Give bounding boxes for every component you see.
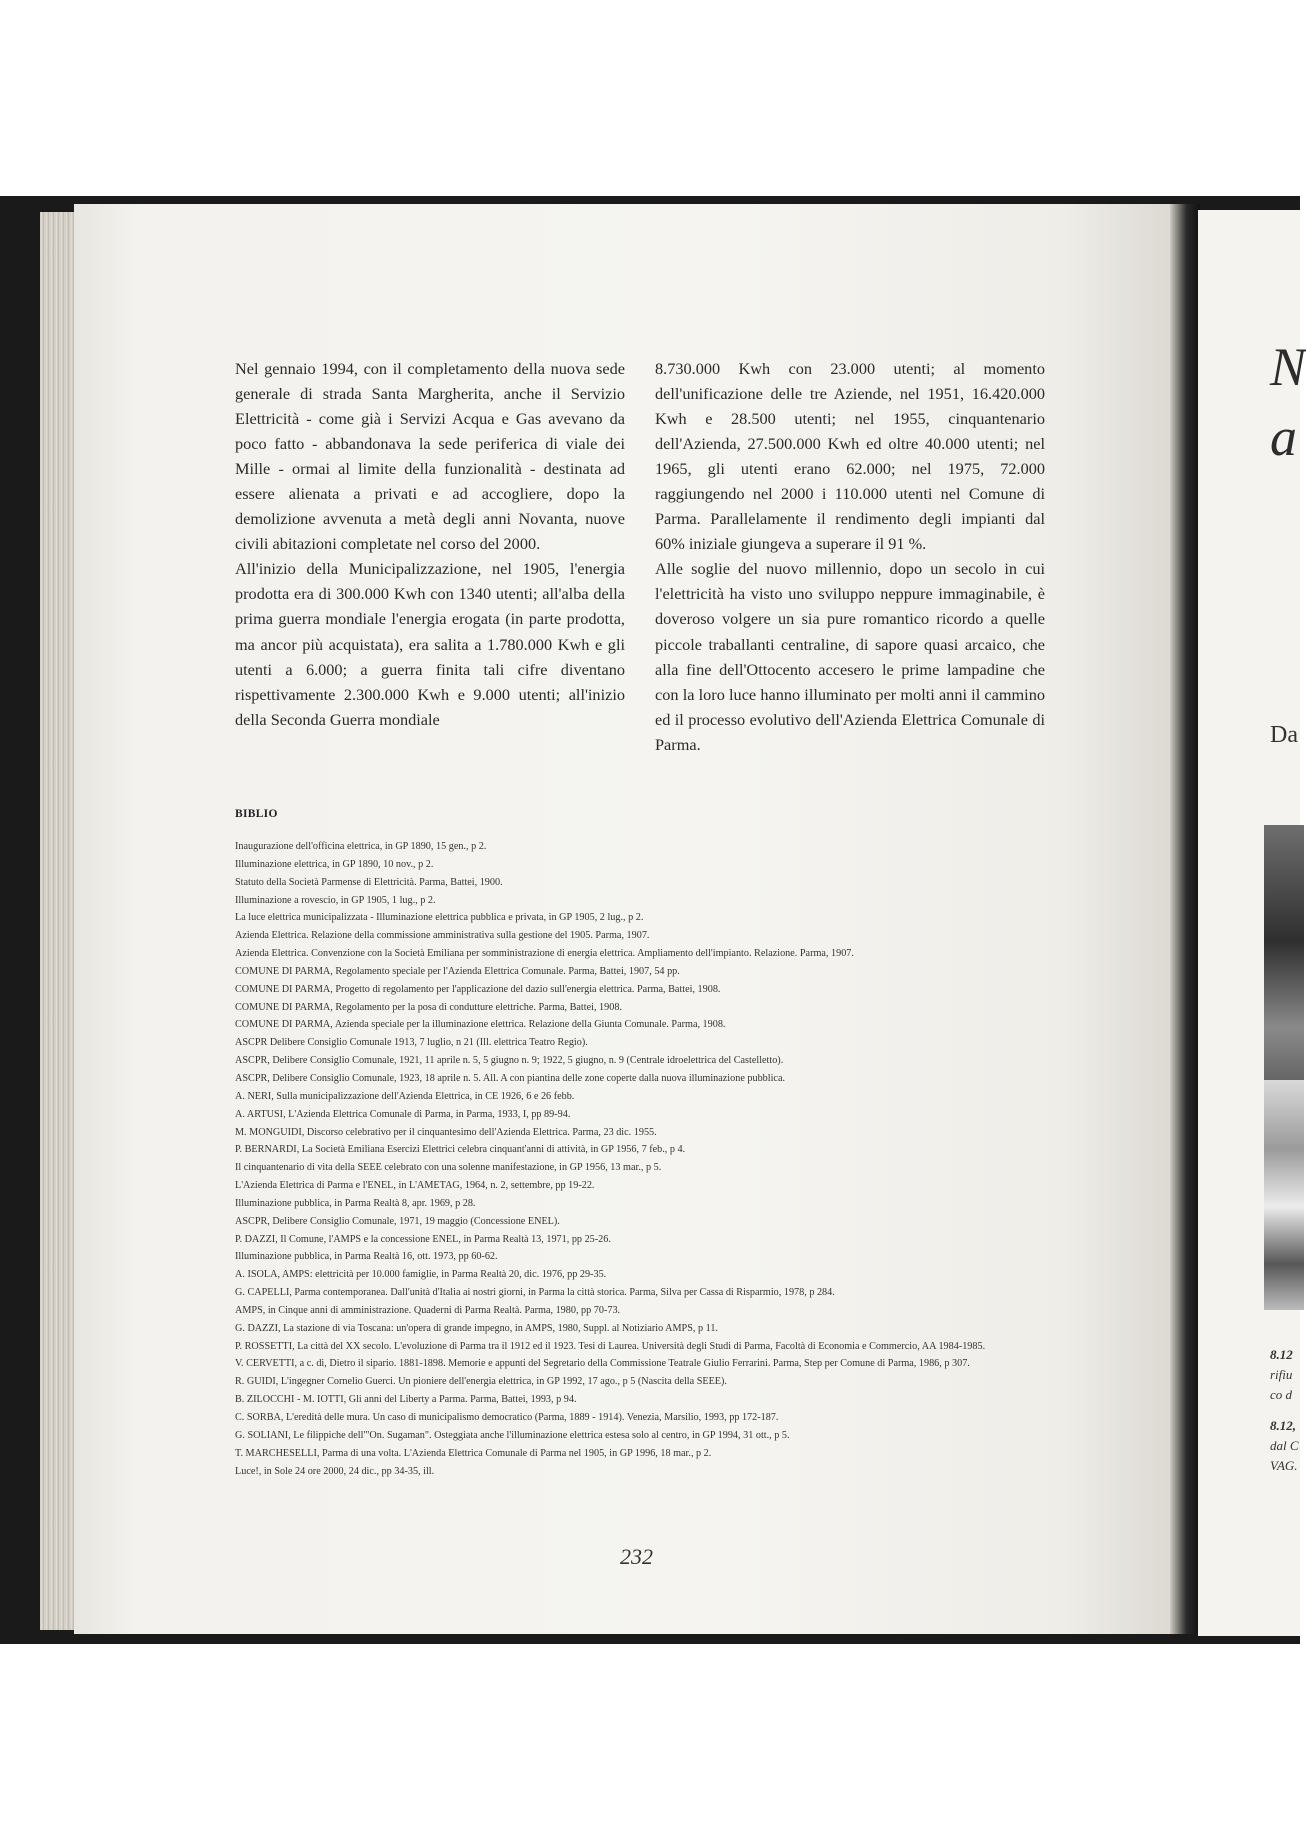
bibliography-entry: La luce elettrica municipalizzata - Illuminazione elettrica pubblica e privata, in GP 1905, 2 lug., p 2. (235, 912, 644, 924)
bibliography-entry: ASCPR, Delibere Consiglio Comunale, 1921, 11 aprile n. 5, 5 giugno n. 9; 1922, 5 giugno, n. 9 (Centrale idroelettrica del Castelletto). (235, 1055, 784, 1067)
bibliography-entry: G. SOLIANI, Le filippiche dell'"On. Sugaman". Osteggiata anche l'illuminazione elettrica estesa solo al centro, in GP 1994, 31 ott., p 5. (235, 1429, 790, 1441)
caption-1-number: 8.12 (1270, 1347, 1293, 1362)
bibliography-entry: P. DAZZI, Il Comune, l'AMPS e la concessione ENEL, in Parma Realtà 13, 1971, pp 25-26. (235, 1233, 611, 1245)
paragraph: Alle soglie del nuovo millennio, dopo un secolo in cui l'elettricità ha visto uno sviluppo neppure immaginabile, è doveroso volgere un sia pure romantico ricordo a quelle piccole traballanti centraline, di sapore quasi arcaico, che alla fine dell'Ottocento accesero le prime lampadine che con la loro luce hanno illuminato per molti anni il cammino ed il processo evolutivo dell'Azienda Elettrica Comunale di Parma. (655, 559, 1045, 754)
bibliography-entry: COMUNE DI PARMA, Progetto di regolamento per l'applicazione del dazio sull'energia elettrica. Parma, Battei, 1908. (235, 983, 721, 995)
bibliography-entry: Illuminazione pubblica, in Parma Realtà 8, apr. 1969, p 28. (235, 1197, 476, 1209)
caption-2-number: 8.12, (1270, 1418, 1296, 1433)
right-page-heading-letter-2: a (1270, 407, 1297, 467)
right-page-subheading: Da (1270, 722, 1298, 748)
right-page-caption-1 (1270, 1345, 1293, 1405)
paragraph: 8.730.000 Kwh con 23.000 utenti; al momento dell'unificazione delle tre Aziende, nel 1951, 16.420.000 Kwh e 28.500 utenti; nel 1955, cinquantenario dell'Azienda, 27.500.000 Kwh ed oltre 40.000 utenti; nel 1965, gli utenti erano 62.000; nel 1975, 72.000 raggiungendo nel 2000 i 110.000 utenti nel Comune di Parma. Parallelamente il rendimento degli impianti dal 60% iniziale giungeva a superare il 91 %. (655, 359, 1045, 554)
bibliography-entry: G. CAPELLI, Parma contemporanea. Dall'unità d'Italia ai nostri giorni, in Parma la città storica. Parma, Silva per Cassa di Risparmio, 1978, p 284. (235, 1287, 835, 1299)
bibliography-entry: COMUNE DI PARMA, Regolamento speciale per l'Azienda Elettrica Comunale. Parma, Battei, 1907, 54 pp. (235, 965, 680, 977)
right-page (1198, 210, 1306, 1636)
bibliography-entry: COMUNE DI PARMA, Regolamento per la posa di condutture elettriche. Parma, Battei, 1908. (235, 1001, 622, 1013)
bibliography-entry: L'Azienda Elettrica di Parma e l'ENEL, in L'AMETAG, 1964, n. 2, settembre, pp 19-22. (235, 1180, 595, 1192)
bibliography-entry: Illuminazione pubblica, in Parma Realtà 16, ott. 1973, pp 60-62. (235, 1251, 498, 1263)
bibliography-list (235, 838, 1047, 1480)
right-page-caption-2 (1270, 1416, 1299, 1476)
page-number: 232 (620, 1544, 653, 1569)
caption-1-line-1: rifiu (1270, 1367, 1293, 1382)
caption-2-line-2: VAG. (1270, 1458, 1298, 1473)
bibliography-entry: M. MONGUIDI, Discorso celebrativo per il cinquantesimo dell'Azienda Elettrica. Parma, 23 dic. 1955. (235, 1126, 657, 1138)
bibliography-entry: B. ZILOCCHI - M. IOTTI, Gli anni del Liberty a Parma. Parma, Battei, 1993, p 94. (235, 1394, 577, 1406)
paragraph: Nel gennaio 1994, con il completamento della nuova sede generale di strada Santa Margherita, anche il Servizio Elettricità - come già i Servizi Acqua e Gas avevano da poco fatto - abbandonava la sede periferica di viale dei Mille - ormai al limite della funzionalità - destinata ad essere alienata a privati e ad accogliere, dopo la demolizione avvenuta a metà degli anni Novanta, nuove civili abitazioni completate nel corso del 2000. (235, 359, 625, 554)
bibliography-entry: V. CERVETTI, a c. di, Dietro il sipario. 1881-1898. Memorie e appunti del Segretario della Commissione Teatrale Giulio Ferrarini. Parma, Step per Comune di Parma, 1986, p 307. (235, 1358, 970, 1370)
bibliography-entry: Azienda Elettrica. Relazione della commissione amministrativa sulla gestione del 1905. Parma, 1907. (235, 930, 650, 942)
bibliography-entry: ASCPR Delibere Consiglio Comunale 1913, 7 luglio, n 21 (Ill. elettrica Teatro Regio). (235, 1037, 588, 1049)
text-column-right (655, 356, 1045, 757)
bibliography-entry: Azienda Elettrica. Convenzione con la Società Emiliana per somministrazione di energia elettrica. Ampliamento dell'impianto. Relazione. Parma, 1907. (235, 948, 854, 960)
bibliography-entry: Inaugurazione dell'officina elettrica, in GP 1890, 15 gen., p 2. (235, 841, 487, 852)
bibliography-entry: G. DAZZI, La stazione di via Toscana: un'opera di grande impegno, in AMPS, 1980, Suppl. al Notiziario AMPS, p 11. (235, 1322, 718, 1334)
bibliography-entry: P. BERNARDI, La Società Emiliana Esercizi Elettrici celebra cinquant'anni di attività, in GP 1956, 7 feb., p 4. (235, 1144, 686, 1156)
bibliography-entry: A. ISOLA, AMPS: elettricità per 10.000 famiglie, in Parma Realtà 20, dic. 1976, pp 29-35. (235, 1269, 607, 1281)
bibliography-entry: Illuminazione a rovescio, in GP 1905, 1 lug., p 2. (235, 894, 436, 906)
bibliography-entry: A. NERI, Sulla municipalizzazione dell'Azienda Elettrica, in CE 1926, 6 e 26 febb. (235, 1090, 575, 1102)
right-page-heading-letter-1: N (1270, 337, 1306, 397)
bibliography-entry: Statuto della Società Parmense di Elettricità. Parma, Battei, 1900. (235, 876, 503, 888)
bibliography-entry: AMPS, in Cinque anni di amministrazione. Quaderni di Parma Realtà. Parma, 1980, pp 70-73. (235, 1304, 621, 1316)
text-column-left (235, 356, 625, 732)
bibliography-entry: C. SORBA, L'eredità delle mura. Un caso di municipalismo democratico (Parma, 1889 - 1914). Venezia, Marsilio, 1993, pp 172-187. (235, 1412, 779, 1423)
paragraph: All'inizio della Municipalizzazione, nel 1905, l'energia prodotta era di 300.000 Kwh con 1340 utenti; all'alba della prima guerra mondiale l'energia erogata (in parte prodotta, ma ancor più acquistata), era salita a 1.780.000 Kwh e gli utenti a 6.000; a guerra finita tali cifre diventano rispettivamente 2.300.000 Kwh e 9.000 utenti; all'inizio della Seconda Guerra mondiale (235, 559, 625, 729)
page-stack-edges (40, 212, 78, 1630)
bibliography-heading: BIBLIO (235, 808, 278, 820)
caption-2-line-1: dal C (1270, 1438, 1299, 1453)
bibliography-entry: P. ROSSETTI, La città del XX secolo. L'evoluzione di Parma tra il 1912 ed il 1923. Tesi di Laurea. Università degli Studi di Parma, Facoltà di Economia e Commercio, AA 1984-1985. (235, 1340, 986, 1352)
bibliography-entry: Il cinquantenario di vita della SEEE celebrato con una solenne manifestazione, in GP 1956, 13 mar., p 5. (235, 1162, 662, 1174)
bibliography-entry: T. MARCHESELLI, Parma di una volta. L'Azienda Elettrica Comunale di Parma nel 1905, in GP 1996, 18 mar., p 2. (235, 1447, 712, 1459)
bibliography-entry: A. ARTUSI, L'Azienda Elettrica Comunale di Parma, in Parma, 1933, I, pp 89-94. (235, 1108, 571, 1120)
bibliography-entry: R. GUIDI, L'ingegner Cornelio Guerci. Un pioniere dell'energia elettrica, in GP 1992, 17 ago., p 5 (Nascita della SEEE). (235, 1376, 727, 1388)
bibliography-entry: Illuminazione elettrica, in GP 1890, 10 nov., p 2. (235, 858, 434, 870)
bibliography-entry: Luce!, in Sole 24 ore 2000, 24 dic., pp 34-35, ill. (235, 1465, 435, 1477)
book-gutter (1170, 204, 1200, 1634)
caption-1-line-2: co d (1270, 1387, 1293, 1402)
right-page-photo-1 (1264, 825, 1304, 1115)
bibliography-entry: ASCPR, Delibere Consiglio Comunale, 1923, 18 aprile n. 5. All. A con piantina delle zone coperte dalla nuova illuminazione pubblica. (235, 1072, 786, 1084)
bibliography-entry: ASCPR, Delibere Consiglio Comunale, 1971, 19 maggio (Concessione ENEL). (235, 1215, 560, 1227)
bibliography-entry: COMUNE DI PARMA, Azienda speciale per la illuminazione elettrica. Relazione della Giunta Comunale. Parma, 1908. (235, 1019, 726, 1031)
right-page-photo-2 (1264, 1080, 1304, 1310)
